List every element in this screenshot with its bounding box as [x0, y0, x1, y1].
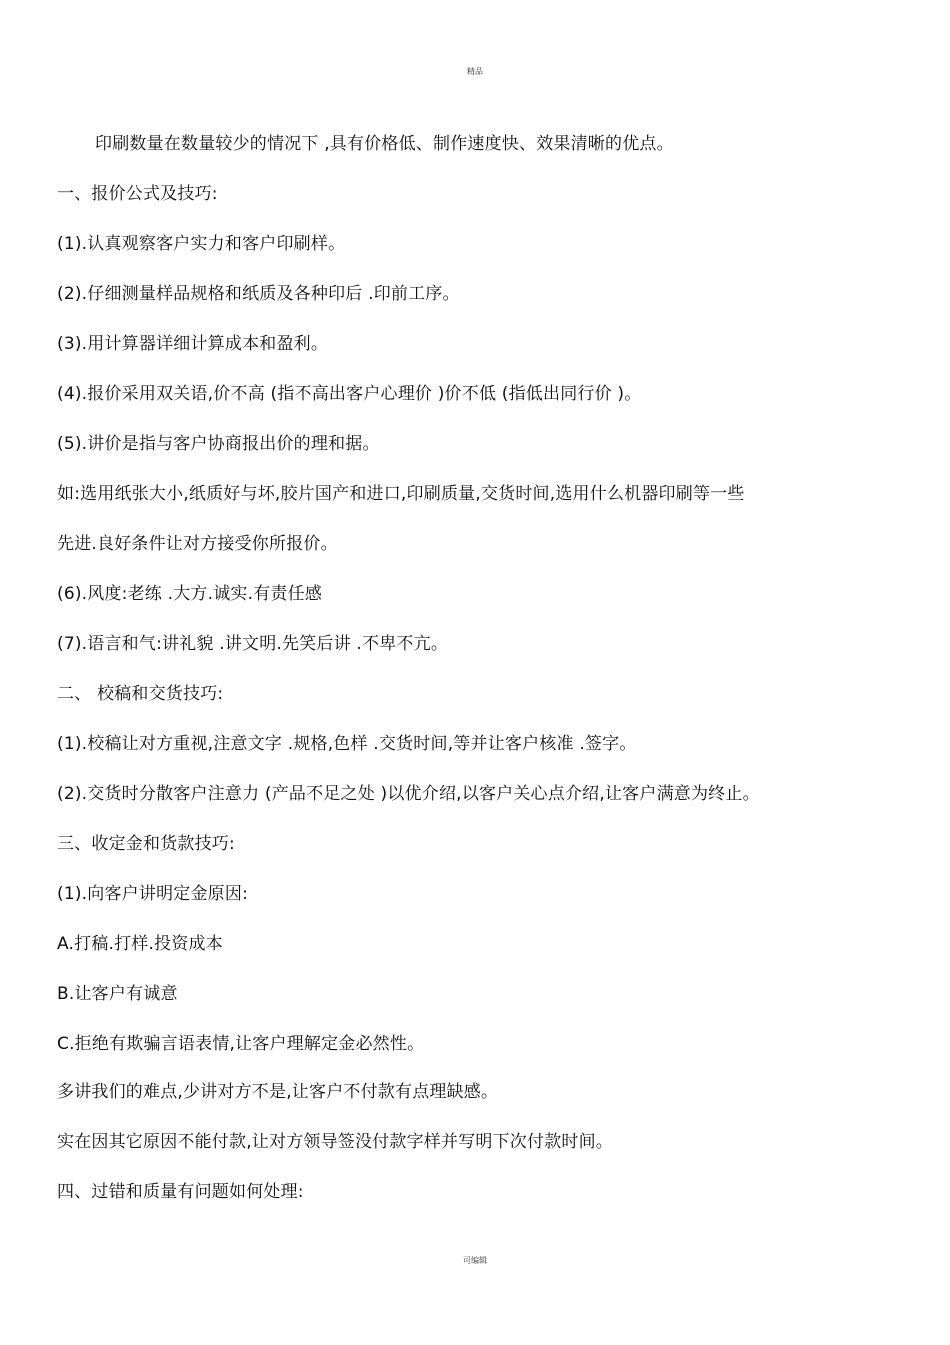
- section-heading-4: 四、过错和质量有问题如何处理:: [57, 1182, 304, 1202]
- list-item: (5).讲价是指与客户协商报出价的理和据。: [57, 434, 380, 454]
- list-item: A.打稿.打样.投资成本: [57, 934, 223, 954]
- page-footer: 可编辑: [463, 1256, 487, 1265]
- list-item: (3).用计算器详细计算成本和盈利。: [57, 334, 329, 354]
- paragraph-line: 实在因其它原因不能付款,让对方领导签没付款字样并写明下次付款时间。: [57, 1132, 614, 1152]
- list-item: (2).仔细测量样品规格和纸质及各种印后 .印前工序。: [57, 284, 460, 304]
- paragraph-line: 多讲我们的难点,少讲对方不是,让客户不付款有点理缺感。: [57, 1082, 499, 1102]
- section-heading-3: 三、收定金和货款技巧:: [57, 834, 235, 854]
- page-header: 精品: [467, 67, 483, 76]
- list-item: (7).语言和气:讲礼貌 .讲文明.先笑后讲 .不卑不亢。: [57, 634, 449, 654]
- section-heading-2: 二、 校稿和交货技巧:: [57, 684, 224, 704]
- list-item: B.让客户有诚意: [57, 984, 178, 1004]
- list-item: C.拒绝有欺骗言语表情,让客户理解定金必然性。: [57, 1034, 425, 1054]
- list-item: (1).向客户讲明定金原因:: [57, 884, 249, 904]
- list-item: (1).校稿让对方重视,注意文字 .规格,色样 .交货时间,等并让客户核准 .签字。: [57, 734, 637, 754]
- list-item: (2).交货时分散客户注意力 (产品不足之处 )以优介绍,以客户关心点介绍,让客户满意为终止。: [57, 784, 760, 804]
- paragraph-line: 先进.良好条件让对方接受你所报价。: [57, 534, 338, 554]
- paragraph-line: 如:选用纸张大小,纸质好与坏,胶片国产和进口,印刷质量,交货时间,选用什么机器印刷等一些: [57, 484, 745, 504]
- section-heading-1: 一、报价公式及技巧:: [57, 184, 218, 204]
- list-item: (6).风度:老练 .大方.诚实.有责任感: [57, 584, 323, 604]
- list-item: (4).报价采用双关语,价不高 (指不高出客户心理价 )价不低 (指低出同行价 )。: [57, 384, 642, 404]
- list-item: (1).认真观察客户实力和客户印刷样。: [57, 234, 346, 254]
- paragraph-intro: 印刷数量在数量较少的情况下 ,具有价格低、制作速度快、效果清晰的优点。: [95, 134, 674, 154]
